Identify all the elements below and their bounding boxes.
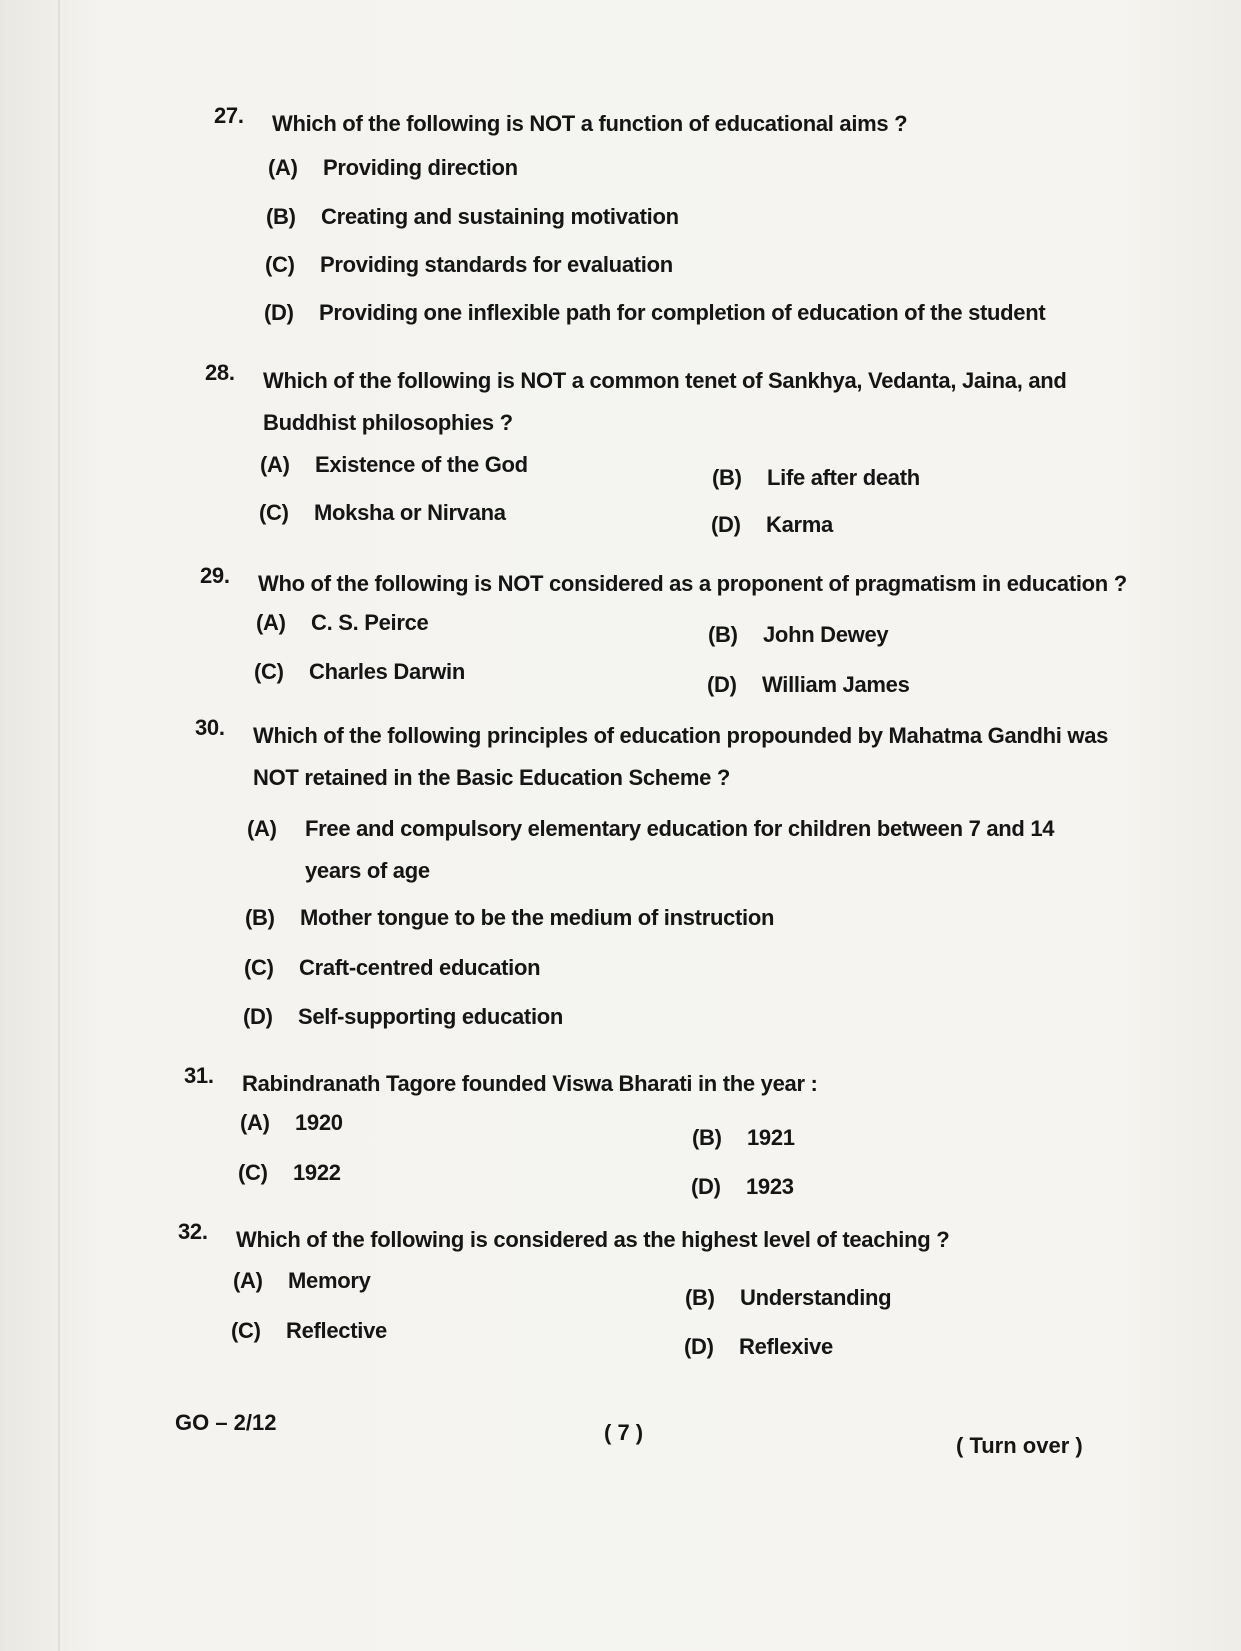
question-number: 30. [195, 715, 225, 740]
question-number: 32. [178, 1219, 208, 1244]
option-28-c [259, 500, 506, 526]
question-number: 29. [200, 563, 230, 588]
option-text: Craft-centred education [299, 955, 541, 980]
option-29-d [707, 672, 910, 698]
option-text: Karma [766, 512, 833, 537]
option-text: Reflective [286, 1318, 387, 1343]
booklet-code: GO – 2/12 [175, 1410, 277, 1435]
option-28-d [711, 512, 833, 538]
question-29 [200, 563, 1160, 603]
option-label: (B) [692, 1125, 722, 1150]
option-label: (D) [691, 1174, 721, 1199]
option-31-c [238, 1160, 341, 1186]
option-text: C. S. Peirce [311, 610, 429, 635]
option-label: (D) [711, 512, 741, 537]
question-31 [184, 1063, 1144, 1103]
option-29-c [254, 659, 465, 685]
option-label: (C) [238, 1160, 268, 1185]
option-27-b [266, 204, 679, 230]
option-27-d [264, 300, 1045, 326]
option-text: Free and compulsory elementary education for children between 7 and 14 years of age [305, 816, 1055, 883]
option-text: Existence of the God [315, 452, 528, 477]
option-text: Reflexive [739, 1334, 833, 1359]
option-label: (D) [684, 1334, 714, 1359]
question-stem: Who of the following is NOT considered as a proponent of pragmatism in education ? [258, 571, 1127, 596]
option-29-a [256, 610, 428, 636]
option-32-b [685, 1285, 891, 1311]
option-label: (A) [260, 452, 290, 477]
option-text: 1920 [295, 1110, 343, 1135]
question-28 [205, 360, 1165, 444]
option-30-b [245, 905, 774, 931]
option-label: (B) [685, 1285, 715, 1310]
option-text: 1922 [293, 1160, 341, 1185]
option-text: Mother tongue to be the medium of instruction [300, 905, 775, 930]
option-32-d [684, 1334, 833, 1360]
option-label: (D) [264, 300, 294, 325]
option-29-b [708, 622, 888, 648]
option-text: Understanding [740, 1285, 892, 1310]
option-27-c [265, 252, 673, 278]
question-number: 27. [214, 103, 244, 128]
option-text: William James [762, 672, 910, 697]
question-stem: Which of the following is NOT a function of educational aims ? [272, 111, 908, 136]
question-stem: Rabindranath Tagore founded Viswa Bharati in the year : [242, 1071, 818, 1096]
option-label: (D) [243, 1004, 273, 1029]
option-label: (C) [254, 659, 284, 684]
option-label: (B) [266, 204, 296, 229]
option-label: (C) [244, 955, 274, 980]
option-label: (B) [712, 465, 742, 490]
option-text: Providing direction [323, 155, 518, 180]
option-text: Life after death [767, 465, 920, 490]
question-32 [178, 1219, 1138, 1259]
option-32-c [231, 1318, 387, 1344]
question-number: 28. [205, 360, 235, 385]
option-32-a [233, 1268, 371, 1294]
option-label: (A) [233, 1268, 263, 1293]
option-label: (C) [231, 1318, 261, 1343]
question-number: 31. [184, 1063, 214, 1088]
option-label: (A) [247, 816, 277, 841]
option-label: (A) [268, 155, 298, 180]
option-label: (A) [256, 610, 286, 635]
option-31-d [691, 1174, 794, 1200]
option-text: Moksha or Nirvana [314, 500, 506, 525]
question-30 [195, 715, 1155, 799]
option-text: Self-supporting education [298, 1004, 564, 1029]
option-text: John Dewey [763, 622, 889, 647]
option-text: Memory [288, 1268, 371, 1293]
option-text: Providing standards for evaluation [320, 252, 673, 277]
question-stem: Which of the following principles of education propounded by Mahatma Gandhi was NOT retained in the Basic Education Scheme ? [253, 723, 1109, 790]
option-31-a [240, 1110, 343, 1136]
option-28-b [712, 465, 920, 491]
option-30-a [247, 808, 1077, 892]
option-label: (B) [245, 905, 275, 930]
option-30-c [244, 955, 540, 981]
question-27 [214, 103, 1174, 143]
option-label: (B) [708, 622, 738, 647]
option-label: (C) [259, 500, 289, 525]
page-number: ( 7 ) [604, 1420, 644, 1445]
option-label: (A) [240, 1110, 270, 1135]
option-label: (D) [707, 672, 737, 697]
turn-over-note: ( Turn over ) [956, 1433, 1083, 1458]
option-30-d [243, 1004, 563, 1030]
page-fold-line [58, 0, 60, 1651]
option-27-a [268, 155, 518, 181]
option-label: (C) [265, 252, 295, 277]
option-text: 1921 [747, 1125, 795, 1150]
question-stem: Which of the following is considered as the highest level of teaching ? [236, 1227, 950, 1252]
option-28-a [260, 452, 528, 478]
option-text: 1923 [746, 1174, 794, 1199]
question-stem: Which of the following is NOT a common tenet of Sankhya, Vedanta, Jaina, and Buddhist philosophies ? [263, 368, 1067, 435]
option-31-b [692, 1125, 795, 1151]
option-text: Creating and sustaining motivation [321, 204, 679, 229]
option-text: Providing one inflexible path for completion of education of the student [319, 300, 1046, 325]
option-text: Charles Darwin [309, 659, 465, 684]
